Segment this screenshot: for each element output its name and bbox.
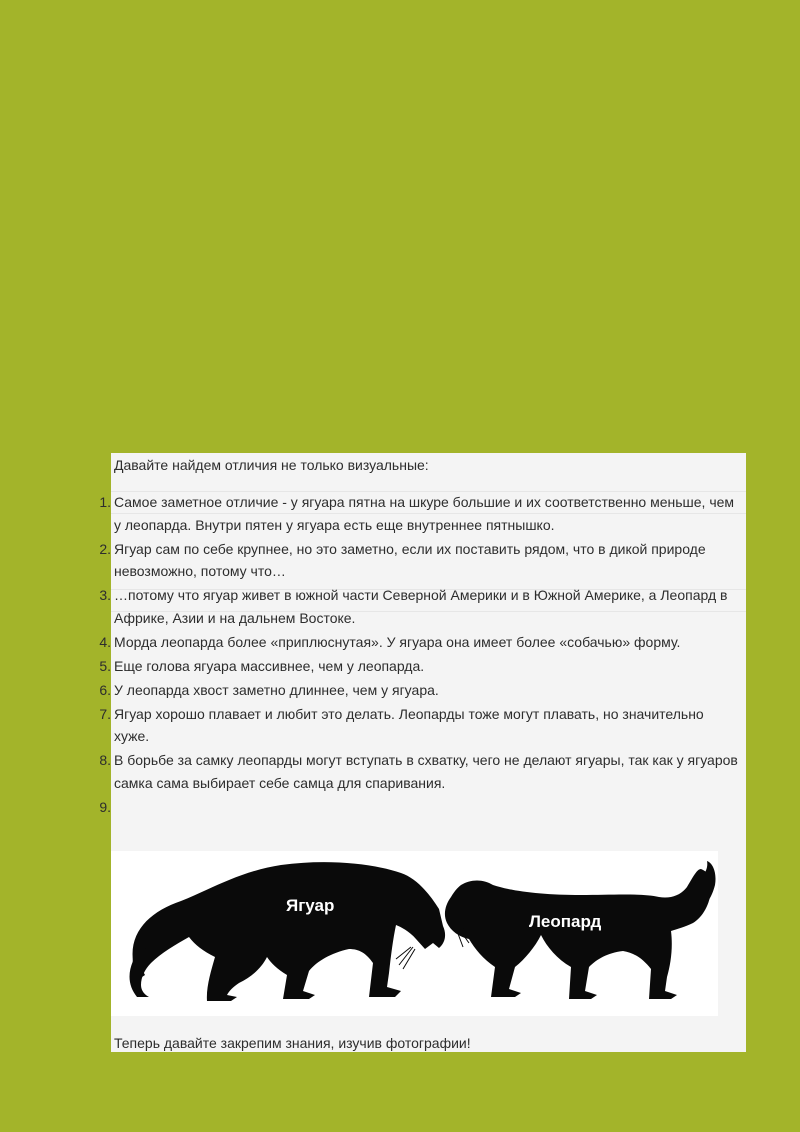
list-item — [99, 796, 741, 815]
list-number: 9. — [99, 798, 111, 815]
list-text: Еще голова ягуара массивнее, чем у леопарда. — [114, 657, 425, 674]
list-item — [99, 584, 741, 629]
list-text: В борьбе за самку леопарды могут вступать в схватку, чего не делают ягуары, так как у ягуаров самка сама выбирает себе самца для спаривания. — [114, 752, 738, 791]
list-number: 2. — [99, 540, 111, 557]
list-text: Ягуар хорошо плавает и любит это делать. Леопарды тоже могут плавать, но значительно хуже. — [114, 705, 704, 744]
content-panel — [99, 453, 746, 1052]
list-item — [99, 703, 741, 748]
list-item — [99, 655, 741, 678]
list-text: Морда леопарда более «приплюснутая». У ягуара она имеет более «собачью» форму. — [114, 633, 681, 650]
list-text: У леопарда хвост заметно длиннее, чем у ягуара. — [114, 681, 439, 698]
outro-text: Теперь давайте закрепим знания, изучив фотографии! — [114, 1035, 471, 1051]
list-item — [99, 491, 741, 536]
list-number: 6. — [99, 681, 111, 698]
list-text: …потому что ягуар живет в южной части Северной Америки и в Южной Америке, а Леопард в Африке, Азии и на дальнем Востоке. — [114, 587, 728, 626]
list-number: 1. — [99, 494, 111, 510]
list-text: Самое заметное отличие - у ягуара пятна на шкуре большие и их соответственно меньше, чем у леопарда. Внутри пятен у ягуара есть еще внутреннее пятнышко. — [114, 494, 735, 533]
list-item — [99, 749, 741, 794]
list-number: 3. — [99, 587, 111, 603]
list-item — [99, 679, 741, 702]
list-item — [99, 631, 741, 654]
list-number: 8. — [99, 752, 111, 768]
jaguar-silhouette — [130, 862, 446, 1001]
intro-text: Давайте найдем отличия не только визуальные: — [114, 457, 429, 473]
list-text: Ягуар сам по себе крупнее, но это заметно, если их поставить рядом, что в дикой природе невозможно, потому что… — [114, 540, 706, 579]
list-number: 5. — [99, 657, 111, 674]
leopard-label: Леопард — [529, 912, 602, 931]
list-number: 4. — [99, 633, 111, 650]
differences-list — [99, 491, 741, 815]
list-item — [99, 538, 741, 583]
jaguar-leopard-silhouettes — [111, 851, 718, 1016]
jaguar-label: Ягуар — [286, 896, 335, 915]
list-number: 7. — [99, 705, 111, 722]
